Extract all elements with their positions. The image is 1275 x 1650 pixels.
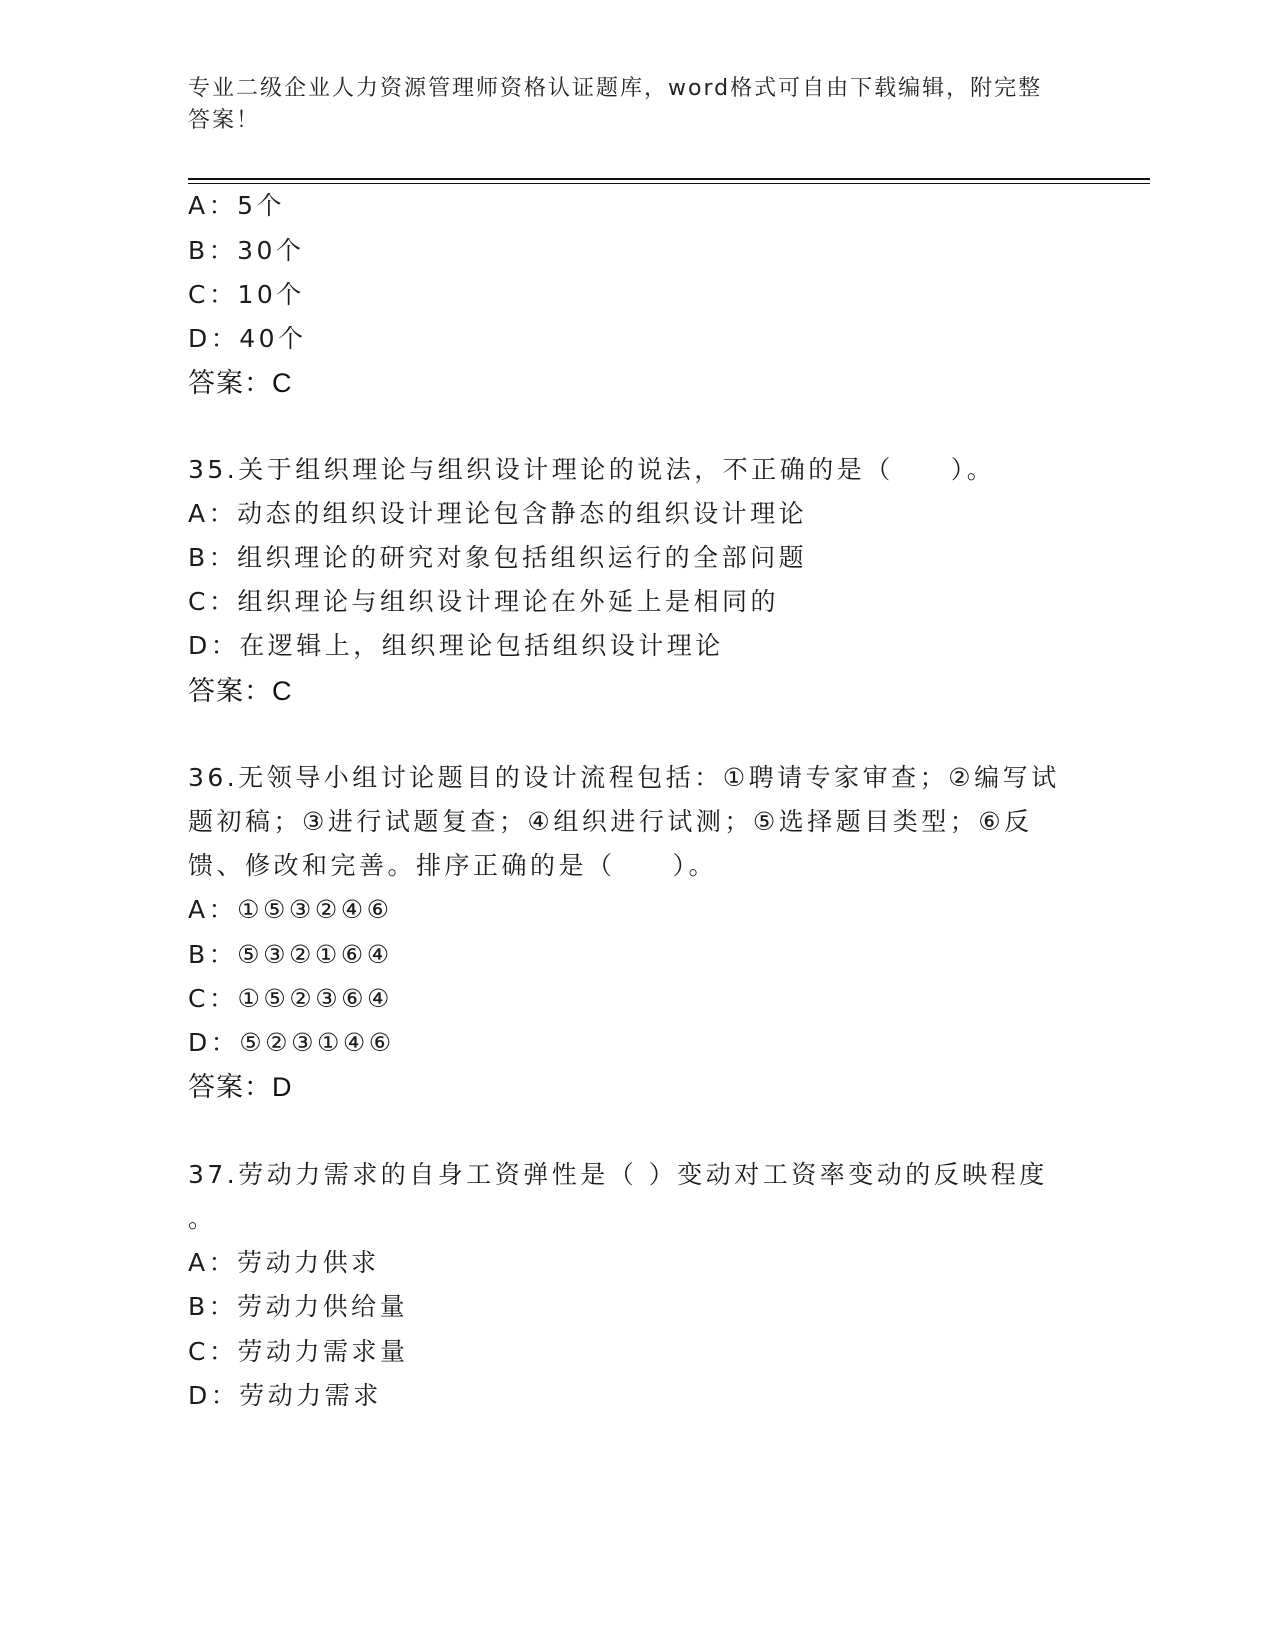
q34-option-c: C：10个 <box>188 280 305 309</box>
q34-option-d: D：40个 <box>188 324 307 353</box>
q34-answer: 答案：C <box>188 368 293 398</box>
q36-question-line-2: 题初稿；③进行试题复查；④组织进行试测；⑤选择题目类型；⑥反 <box>188 807 1033 836</box>
q34-option-b: B：30个 <box>188 236 305 265</box>
q34-option-a: A：5个 <box>188 191 286 220</box>
q35-option-a: A：动态的组织设计理论包含静态的组织设计理论 <box>188 499 808 528</box>
q35-option-c: C：组织理论与组织设计理论在外延上是相同的 <box>188 587 779 616</box>
q37-option-b: B：劳动力供给量 <box>188 1292 409 1321</box>
q36-option-b: B：⑤③②①⑥④ <box>188 940 393 969</box>
header-line-1: 专业二级企业人力资源管理师资格认证题库，word格式可自由下载编辑，附完整 <box>188 76 1043 101</box>
q36-option-c: C：①⑤②③⑥④ <box>188 984 393 1013</box>
q37-option-a: A：劳动力供求 <box>188 1248 380 1277</box>
q37-question-line-2: 。 <box>188 1204 217 1233</box>
q37-question-line-1: 37.劳动力需求的自身工资弹性是（ ）变动对工资率变动的反映程度 <box>188 1160 1048 1189</box>
q36-question-line-1: 36.无领导小组讨论题目的设计流程包括：①聘请专家审查；②编写试 <box>188 763 1060 792</box>
header-divider-thin <box>188 183 1150 184</box>
header-line-2: 答案！ <box>188 108 261 133</box>
q37-option-d: D：劳动力需求 <box>188 1381 382 1410</box>
q36-option-a: A：①⑤③②④⑥ <box>188 895 393 924</box>
q35-answer: 答案：C <box>188 676 293 706</box>
header-divider-thick <box>188 178 1150 180</box>
q36-option-d: D：⑤②③①④⑥ <box>188 1028 395 1057</box>
q35-question: 35.关于组织理论与组织设计理论的说法，不正确的是（ ）。 <box>188 455 996 484</box>
q35-option-b: B：组织理论的研究对象包括组织运行的全部问题 <box>188 543 808 572</box>
q37-option-c: C：劳动力需求量 <box>188 1337 409 1366</box>
q36-question-line-3: 馈、修改和完善。排序正确的是（ ）。 <box>188 851 718 880</box>
page-header <box>188 73 1088 137</box>
q36-answer: 答案：D <box>188 1072 293 1102</box>
q35-option-d: D：在逻辑上，组织理论包括组织设计理论 <box>188 631 724 660</box>
